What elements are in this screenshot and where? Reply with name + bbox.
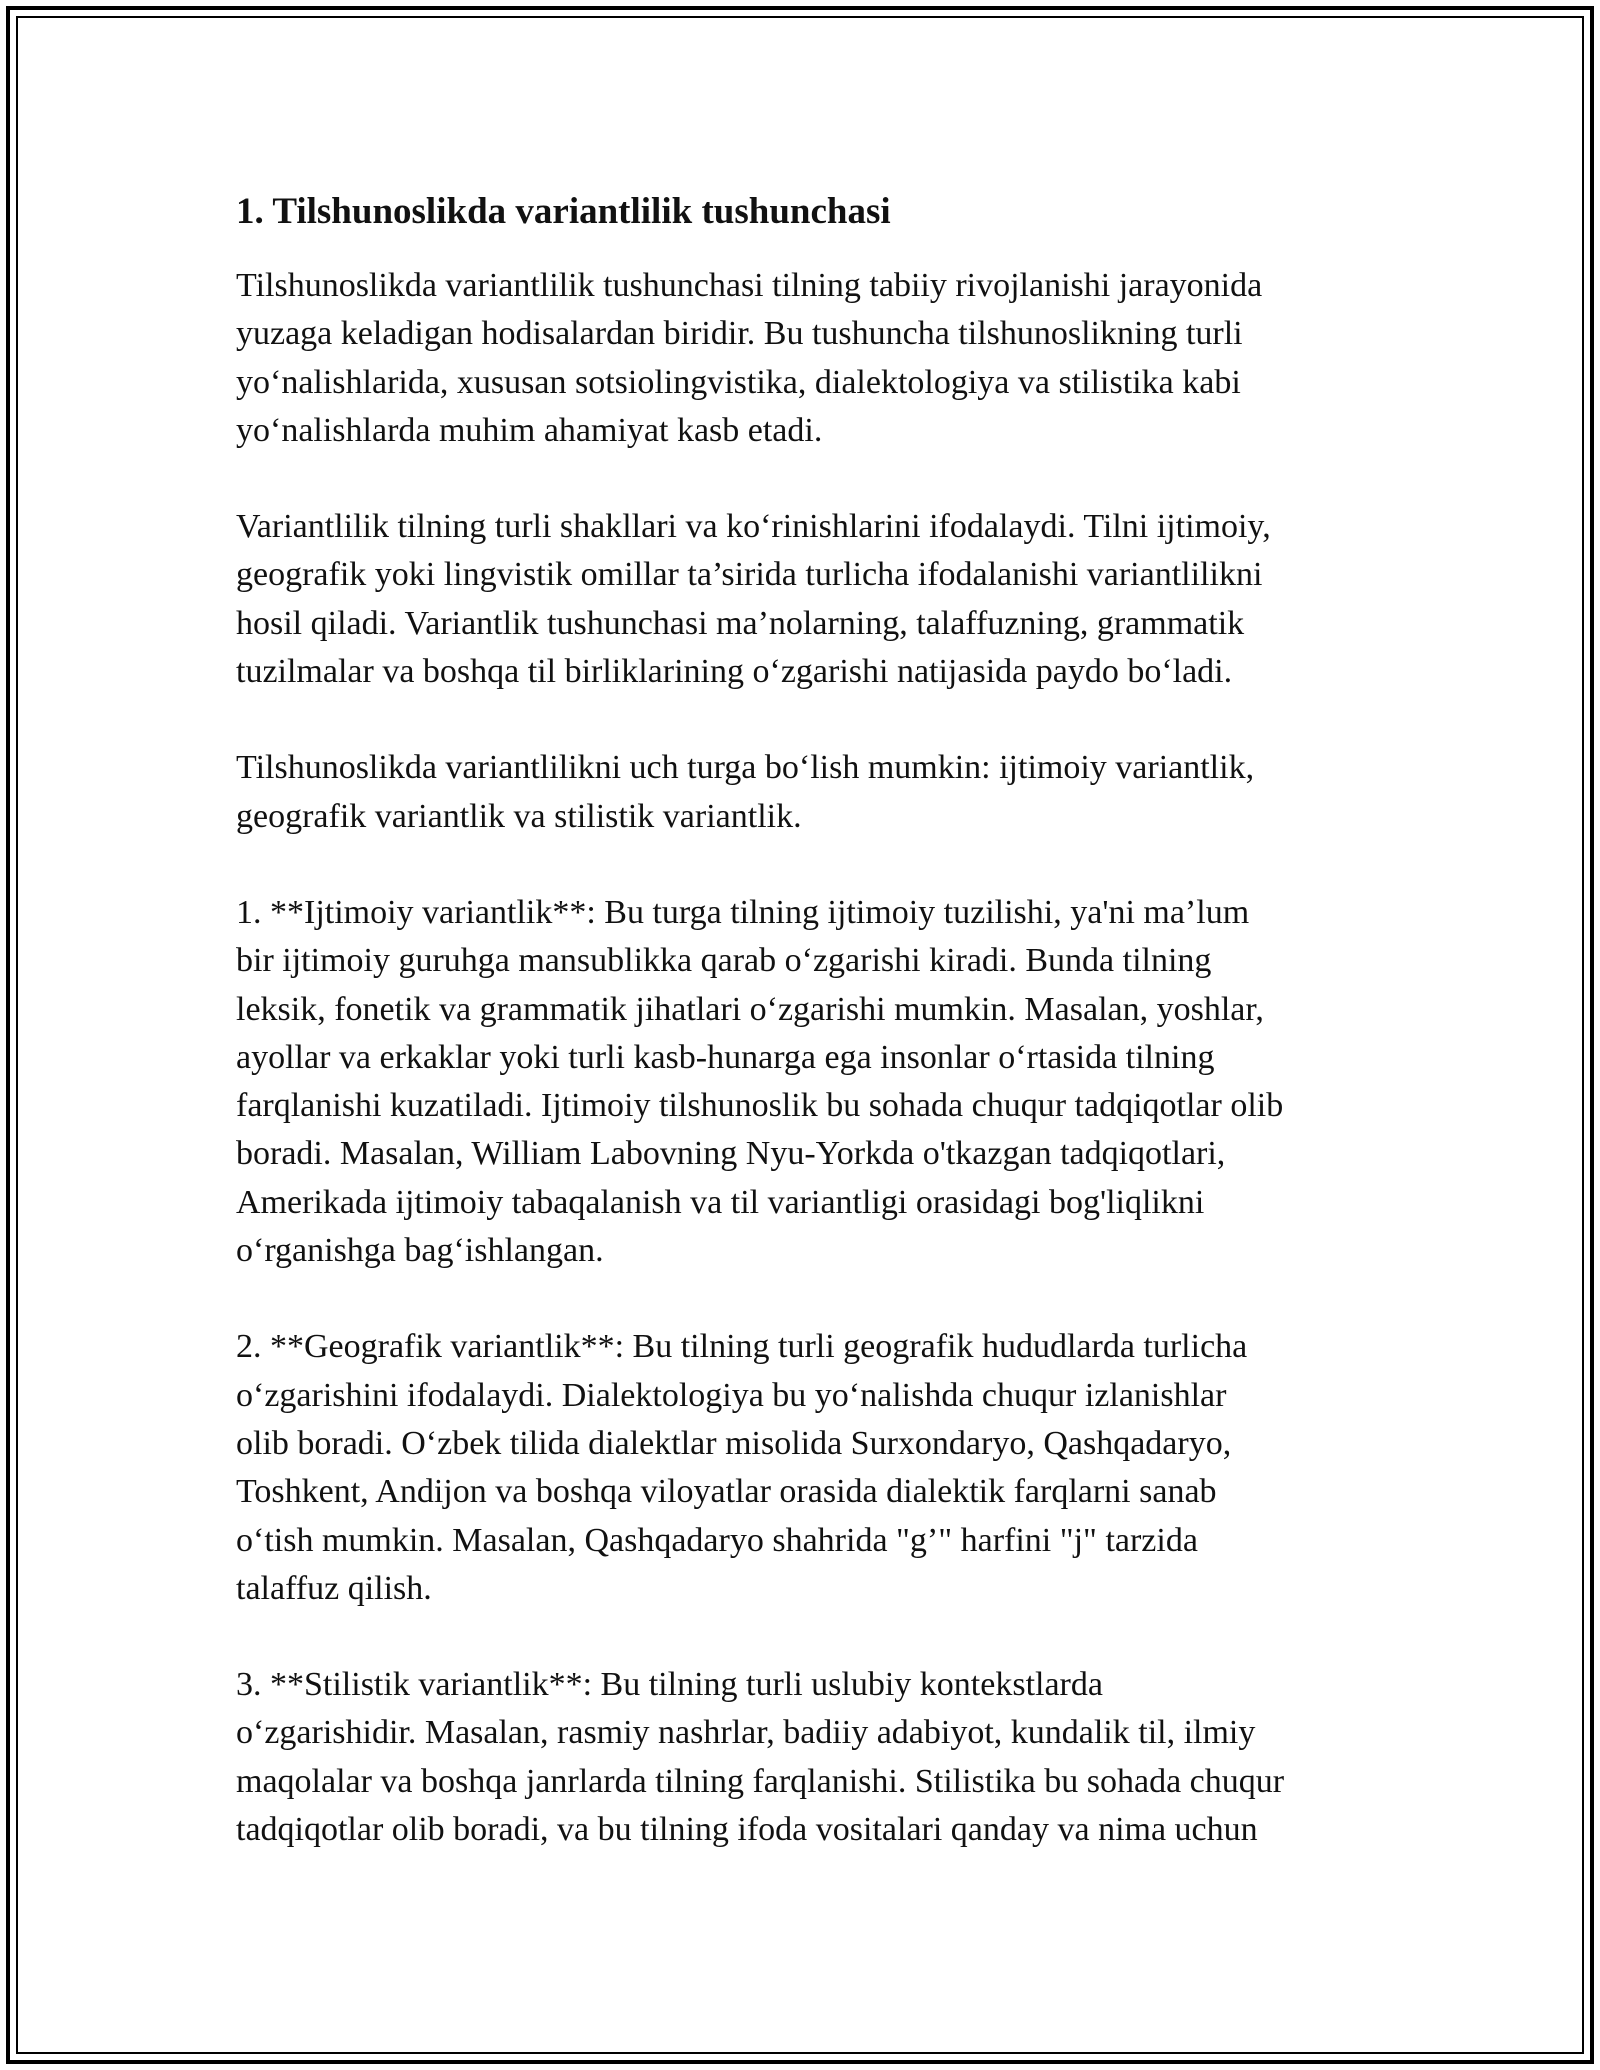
paragraph-geographic-variance: 2. **Geografik variantlik**: Bu tilning turli geografik hududlarda turlicha o‘zgarishini ifodalaydi. Dialektologiya bu yo‘nalishda chuqur izlanishlar olib boradi. O‘zbek tilida dialektlar misolida Surxondaryo, Qashqadaryo, Toshkent, Andijon va boshqa viloyatlar orasida dialektik farqlarni sanab o‘tish mumkin. Masalan, Qashqadaryo shahrida "g’" harfini "j" tarzida talaffuz qilish. [236,1328,1248,1607]
paragraph-types-overview: Tilshunoslikda variantlilikni uch turga bo‘lish mumkin: ijtimoiy variantlik, geografik variantlik va stilistik variantlik. [236,749,1255,835]
paragraph-stylistic-variance: 3. **Stilistik variantlik**: Bu tilning turli uslubiy kontekstlarda o‘zgarishidir. Masalan, rasmiy nashrlar, badiiy adabiyot, kundalik til, ilmiy maqolalar va boshqa janrlarda tilning farqlanishi. Stilistika bu sohada chuqur tadqiqotlar olib boradi, va bu tilning ifoda vositalari qanday va nima uchun [236,1666,1285,1849]
paragraph-intro: Tilshunoslikda variantlilik tushunchasi tilning tabiiy rivojlanishi jarayonida yuzaga keladigan hodisalardan biridir. Bu tushuncha tilshunoslikning turli yo‘nalishlarida, xususan sotsiolingvistika, dialektologiya va stilistika kabi yo‘nalishlarda muhim ahamiyat kasb etadi. [236,267,1263,449]
paragraph-definition: Variantlilik tilning turli shakllari va ko‘rinishlarini ifodalaydi. Tilni ijtimoiy, geografik yoki lingvistik omillar ta’sirida turlicha ifodalanishi variantlilikni hosil qiladi. Variantlik tushunchasi ma’nolarning, talaffuzning, grammatik tuzilmalar va boshqa til birliklarining o‘zgarishi natijasida paydo bo‘ladi. [236,508,1271,691]
paragraph-social-variance: 1. **Ijtimoiy variantlik**: Bu turga tilning ijtimoiy tuzilishi, ya'ni ma’lum bir ijtimoiy guruhga mansublikka qarab o‘zgarishi kiradi. Bunda tilning leksik, fonetik va grammatik jihatlari o‘zgarishi mumkin. Masalan, yoshlar, ayollar va erkaklar yoki turli kasb-hunarga ega insonlar o‘rtasida tilning farqlanishi kuzatiladi. Ijtimoiy tilshunoslik bu sohada chuqur tadqiqotlar olib boradi. Masalan, William Labovning Nyu-Yorkda o'tkazgan tadqiqotlari, Amerikada ijtimoiy tabaqalanish va til variantligi orasidagi bog'liqlikni o‘rganishga bag‘ishlangan. [236,893,1284,1270]
section-heading: 1. Tilshunoslikda variantlilik tushunchasi [236,191,891,232]
document-body [236,188,1376,1902]
